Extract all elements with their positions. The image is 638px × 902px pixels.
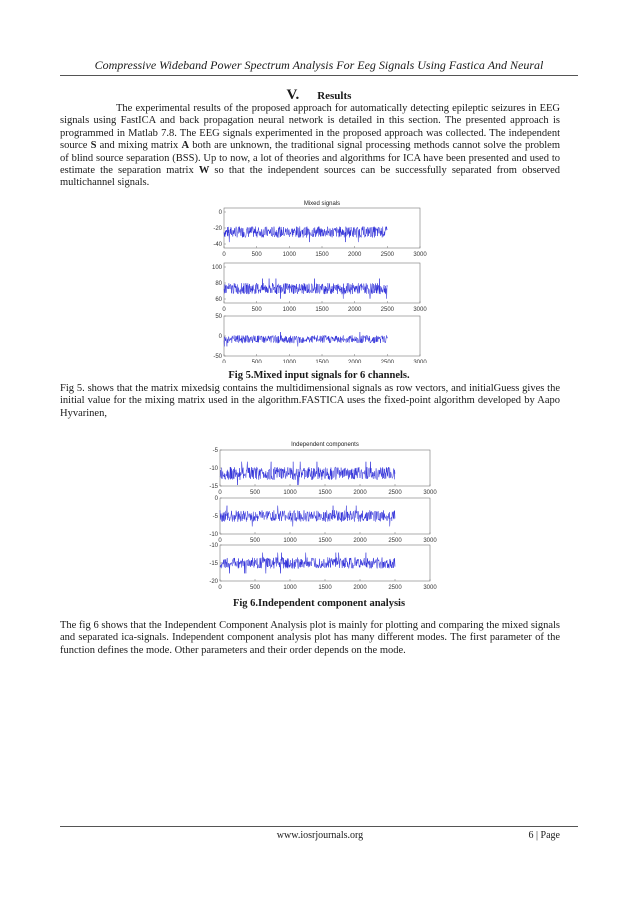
panel-2-frame — [224, 263, 420, 303]
panel-3-xtick-label: 0 — [218, 585, 222, 590]
p1-text-3: both are unknown, the traditional signal processing methods cannot solve the problem of blind source separation (BSS). Up to now, a lot of theories and algorithms for ICA have been presented and used to estimate the separation matrix — [60, 140, 561, 177]
section-heading — [60, 86, 578, 104]
p1-bold-S: S — [90, 140, 97, 152]
panel-3-xtick-label: 3000 — [423, 585, 437, 590]
panel-3-ytick-label: -20 — [209, 579, 218, 585]
p1-bold-W: W — [198, 165, 210, 177]
figure-6-independent-components — [190, 438, 450, 590]
panel-1-xtick-label: 2500 — [380, 252, 395, 258]
panel-3-ytick-label: 0 — [218, 334, 222, 340]
panel-3-ytick-label: -15 — [209, 561, 218, 567]
figure-6-caption: Fig 6.Independent component analysis — [232, 598, 406, 609]
p1-text-1: The experimental results of the proposed approach for automatically detecting epileptic seizures in EEG signals using FastICA and back propagation neural network is detailed in this section. The presented approach is programmed in Matlab 7.8. The EEG signals experimented in the proposed approach was collected. The independent source — [60, 103, 560, 152]
results-paragraph-2: Fig 5. shows that the matrix mixedsig contains the multidimensional signals as row vectors, and initialGuess gives the initial value for the mixing matrix used in the algorithm.FASTICA uses the fixed-point algorithm developed by Aapo Hyvarinen, — [60, 383, 560, 419]
panel-3-xtick-label: 1000 — [283, 585, 297, 590]
panel-1-ytick-label: -20 — [213, 226, 222, 232]
mixed-signals-chart — [190, 198, 440, 363]
panel-1-xtick-label: 1500 — [315, 252, 329, 258]
figure-5-caption: Fig 5.Mixed input signals for 6 channels. — [228, 370, 410, 381]
footer-page-number: 6 | Page — [528, 830, 560, 841]
header-rule — [60, 75, 578, 76]
panel-2-xtick-label: 2000 — [353, 538, 367, 544]
panel-1-xtick-label: 0 — [218, 490, 222, 496]
panel-3-xtick-label: 1500 — [315, 360, 329, 363]
panel-2-xtick-label: 0 — [218, 538, 222, 544]
panel-3-frame — [224, 316, 420, 356]
footer-url: www.iosrjournals.org — [276, 830, 364, 841]
results-paragraph-1 — [60, 103, 560, 190]
panel-2-xtick-label: 1000 — [283, 538, 297, 544]
panel-3-ytick-label: -10 — [209, 543, 218, 549]
independent-components-chart — [190, 438, 450, 590]
panel-1-frame — [224, 208, 420, 248]
panel-2-xtick-label: 1500 — [315, 307, 329, 313]
footer-rule — [60, 826, 578, 827]
panel-2-xtick-label: 500 — [251, 307, 262, 313]
panel-3-xtick-label: 1000 — [282, 360, 297, 363]
panel-2-ytick-label: -10 — [209, 532, 218, 538]
running-header: Compressive Wideband Power Spectrum Analysis For Eeg Signals Using Fastica And Neural — [94, 58, 544, 72]
panel-2-xtick-label: 3000 — [423, 538, 437, 544]
panel-1-ytick-label: -10 — [209, 466, 218, 472]
panel-2-xtick-label: 1000 — [282, 307, 297, 313]
panel-3-xtick-label: 2000 — [353, 585, 367, 590]
chart-title: Independent components — [291, 442, 359, 448]
panel-2-ytick-label: -5 — [212, 514, 218, 520]
panel-1-ytick-label: -15 — [209, 484, 218, 490]
panel-1-xtick-label: 1500 — [318, 490, 332, 496]
panel-2-xtick-label: 3000 — [413, 307, 427, 313]
panel-3-xtick-label: 500 — [249, 585, 261, 590]
section-number: V. — [286, 87, 300, 103]
panel-2-xtick-label: 2500 — [380, 307, 395, 313]
panel-1-ytick-label: -5 — [212, 448, 218, 454]
panel-3-xtick-label: 2500 — [380, 360, 395, 363]
panel-3-xtick-label: 3000 — [413, 360, 427, 363]
panel-1-ytick-label: -40 — [213, 242, 222, 248]
panel-1-xtick-label: 500 — [251, 252, 262, 258]
panel-1-xtick-label: 1000 — [283, 490, 297, 496]
panel-1-xtick-label: 1000 — [282, 252, 297, 258]
panel-2-xtick-label: 1500 — [318, 538, 332, 544]
panel-1-xtick-label: 3000 — [413, 252, 427, 258]
panel-3-xtick-label: 2500 — [388, 585, 402, 590]
panel-3-xtick-label: 1500 — [318, 585, 332, 590]
section-title: Results — [317, 90, 352, 102]
panel-1-xtick-label: 3000 — [423, 490, 437, 496]
panel-2-xtick-label: 0 — [222, 307, 226, 313]
panel-3-ytick-label: 50 — [215, 314, 222, 320]
p1-text-2: and mixing matrix — [96, 140, 182, 152]
panel-1-xtick-label: 0 — [222, 252, 226, 258]
p1-bold-A: A — [181, 140, 190, 152]
panel-2-xtick-label: 2500 — [388, 538, 402, 544]
p1-text-4: so that the independent sources can be successfully separated from observed multichannel signals. — [60, 165, 560, 189]
panel-2-ytick-label: 60 — [215, 297, 222, 303]
panel-1-xtick-label: 2500 — [388, 490, 402, 496]
panel-1-ytick-label: 0 — [218, 210, 222, 216]
panel-2-ytick-label: 80 — [215, 281, 222, 287]
panel-2-xtick-label: 500 — [249, 538, 261, 544]
figure-5-mixed-signals — [190, 198, 440, 363]
panel-1-xtick-label: 2000 — [353, 490, 367, 496]
panel-3-xtick-label: 500 — [251, 360, 262, 363]
panel-3-xtick-label: 0 — [222, 360, 226, 363]
results-paragraph-3: The fig 6 shows that the Independent Component Analysis plot is mainly for plotting and comparing the mixed signals and separated ica-signals. Independent component analysis plot has many different modes. The first parameter of the function defines the mode. Other parameters and their order depends on the mode. — [60, 620, 560, 656]
chart-title: Mixed signals — [303, 201, 341, 207]
panel-3-ytick-label: -50 — [213, 354, 222, 360]
panel-1-xtick-label: 2000 — [347, 252, 362, 258]
panel-2-xtick-label: 2000 — [347, 307, 362, 313]
panel-3-xtick-label: 2000 — [347, 360, 362, 363]
panel-2-ytick-label: 100 — [211, 265, 222, 271]
panel-1-xtick-label: 500 — [249, 490, 261, 496]
panel-2-ytick-label: 0 — [214, 496, 218, 502]
